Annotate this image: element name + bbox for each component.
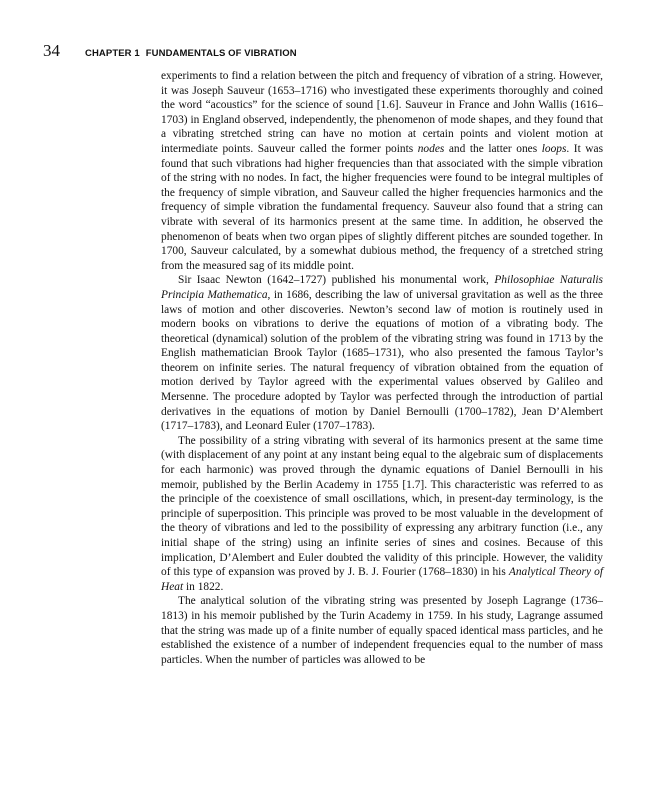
paragraph [161, 69, 603, 273]
running-header [43, 41, 297, 61]
body-text [161, 69, 603, 667]
paragraph [161, 273, 603, 434]
text-segment: The possibility of a string vibrating with several of its harmonics present at the same time (with displacement of any point at any instant being equal to the algebraic sum of displacements for each harmonic) was proved through the dynamic equations of Daniel Bernoulli in his memoir, published by the Berlin Academy in 1755 [1.7]. This characteristic was referred to as the principle of the coexistence of small oscillations, which, in present-day terminology, is the principle of superposition. This principle was proved to be most valuable in the development of the theory of vibrations and led to the possibility of expressing any arbitrary function (i.e., any initial shape of the string) using an infinite series of sines and cosines. Because of this implication, D’Alembert and Euler doubted the validity of this principle. However, the validity of this type of expansion was proved by J. B. J. Fourier (1768–1830) in his [161, 434, 603, 579]
page-number: 34 [43, 41, 60, 60]
chapter-label: CHAPTER 1 [85, 48, 140, 59]
text-segment: The analytical solution of the vibrating string was presented by Joseph Lagrange (1736–1813) in his memoir published by the Turin Academy in 1759. In his study, Lagrange assumed that the string was made up of a finite number of equally spaced identical mass particles, and he established the existence of a number of independent frequencies equal to the number of mass particles. When the number of particles was allowed to be [161, 595, 603, 666]
italic-text: loops [541, 142, 567, 155]
text-segment: , in 1686, describing the law of universal gravitation as well as the three laws of motion and other discoveries. Newton’s second law of motion is routinely used in modern books on vibrations to derive the equations of motion of a vibrating body. The theoretical (dynamical) solution of the problem of the vibrating string was found in 1713 by the English mathematician Brook Taylor (1685–1731), who also presented the famous Taylor’s theorem on infinite series. The natural frequency of vibration obtained from the equation of motion derived by Taylor agreed with the experimental values observed by Galileo and Mersenne. The procedure adopted by Taylor was perfected through the introduction of partial derivatives in the equations of motion by Daniel Bernoulli (1700–1782), Jean D’Alembert (1717–1783), and Leonard Euler (1707–1783). [161, 288, 603, 433]
text-segment: . It was found that such vibrations had higher frequencies than that associated with the simple vibration of the string with no nodes. In fact, the higher frequencies were found to be integral multiples of the frequency of simple vibration, and Sauveur called the higher frequencies harmonics and the frequency of simple vibration the fundamental frequency. Sauveur also found that a string can vibrate with several of its harmonics present at the same time. In addition, he observed the phenomenon of beats when two organ pipes of slightly different pitches are sounded together. In 1700, Sauveur calculated, by a somewhat dubious method, the frequency of a stretched string from the measured sag of its middle point. [161, 142, 604, 272]
paragraph [161, 434, 603, 595]
italic-text: nodes [417, 142, 445, 155]
text-segment: in 1822. [183, 580, 224, 593]
text-segment: experiments to find a relation between the pitch and frequency of vibration of a string. However, it was Joseph Sauveur (1653–1716) who investigated these experiments thoroughly and coined the word “acoustics” for the science of sound [1.6]. Sauveur in France and John Wallis (1616–1703) in England observed, independently, the phenomenon of mode shapes, and they found that a vibrating stretched string can have no motion at certain points and violent motion at intermediate points. Sauveur called the former points [161, 70, 603, 155]
italic-text: Analytical Theory of Heat [161, 566, 604, 593]
paragraph [161, 594, 603, 667]
chapter-title: FUNDAMENTALS OF VIBRATION [145, 48, 297, 59]
text-segment: and the latter ones [444, 142, 542, 155]
text-segment: Sir Isaac Newton (1642–1727) published his monumental work, [178, 274, 495, 287]
italic-text: Philosophiae Naturalis Principia Mathematica [161, 274, 603, 301]
